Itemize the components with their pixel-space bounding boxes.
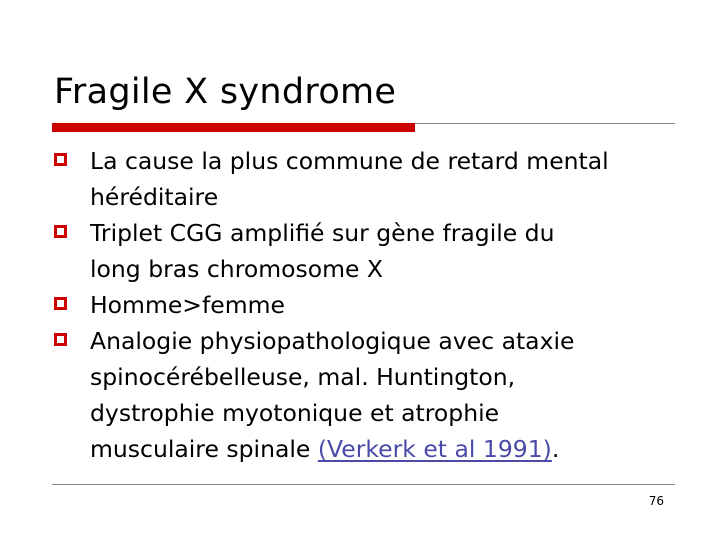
bullet-item [54, 215, 694, 287]
checkbox-bullet-icon [54, 333, 67, 346]
title-accent-bar [52, 123, 415, 132]
slide-title: Fragile X syndrome [54, 72, 397, 112]
bullet-text-line: héréditaire [90, 183, 219, 211]
bullet-item [54, 323, 694, 467]
bullet-text-line: Triplet CGG amplifié sur gène fragile du [90, 219, 555, 247]
bullet-text-line: La cause la plus commune de retard mental [90, 147, 609, 175]
bullet-text-fragment: musculaire spinale [90, 435, 318, 463]
bullet-text-line: Homme>femme [90, 291, 285, 319]
bullet-item [54, 143, 694, 215]
bullet-text-line: long bras chromosome X [90, 255, 384, 283]
checkbox-bullet-icon [54, 225, 67, 238]
checkbox-bullet-icon [54, 153, 67, 166]
footer-divider [52, 484, 675, 485]
bullet-text-line: Analogie physiopathologique avec ataxie [90, 327, 575, 355]
bullet-item [54, 287, 694, 323]
bullet-text-line: spinocérébelleuse, mal. Huntington, [90, 363, 516, 391]
checkbox-bullet-icon [54, 297, 67, 310]
reference-link[interactable]: (Verkerk et al 1991) [317, 435, 552, 463]
bullet-text-line: dystrophie myotonique et atrophie [90, 399, 500, 427]
page-number: 76 [648, 494, 664, 508]
bullet-trailing-punctuation: . [551, 435, 560, 463]
bullet-list [54, 143, 694, 467]
bullet-text-line [90, 431, 694, 467]
